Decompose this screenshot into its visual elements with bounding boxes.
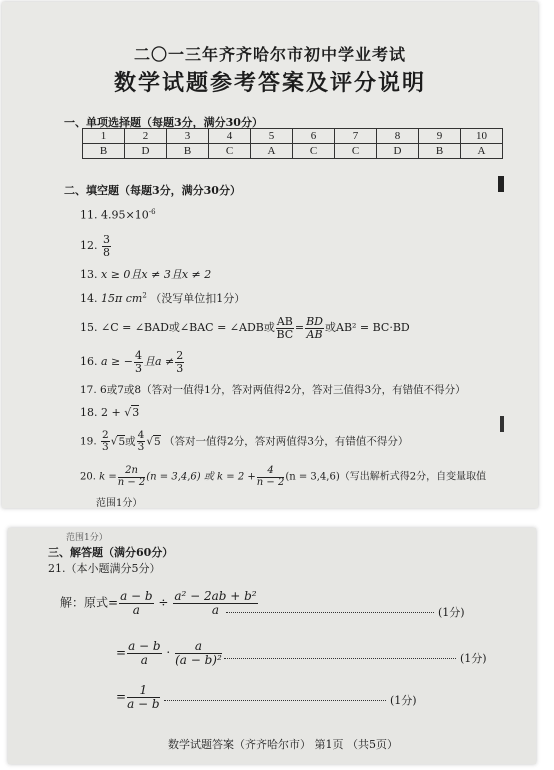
question-number-cell: 1 xyxy=(83,129,125,144)
question-number-cell: 5 xyxy=(251,129,293,144)
question-number-cell: 4 xyxy=(209,129,251,144)
leader-dots-1 xyxy=(226,612,434,613)
q14-answer: 14. 15π $cm^2$ （没写单位扣1分） xyxy=(80,291,246,305)
score-1: (1分) xyxy=(438,606,465,619)
answer-sheet-page-1 xyxy=(2,2,538,508)
q20-continuation: 范围1分） xyxy=(96,498,143,509)
question-number-cell: 2 xyxy=(125,129,167,144)
ink-mark-2 xyxy=(500,416,504,432)
answer-cell: D xyxy=(377,144,419,159)
solution-line-2: = $\frac{a - b}{a}$ · $\frac{a}{\text{(a − b)²}}$ xyxy=(116,639,222,667)
q11-answer: 11. $4.95\times 10^{-6}$ xyxy=(80,208,156,222)
q15-answer: 15. ∠C = ∠BAD或∠BAC = ∠ADB或 $\frac{AB}{BC}$ = $\frac{BD}{AB}$ 或AB² = BC·BD xyxy=(80,315,410,341)
q12-fraction: $\frac{3}{8}$ xyxy=(103,233,110,259)
score-2: (1分) xyxy=(460,652,487,665)
question-number-cell: 8 xyxy=(377,129,419,144)
choice-answer-table xyxy=(82,128,503,159)
page-footer: 数学试题答案（齐齐哈尔市） 第1页 （共5页） xyxy=(168,738,398,751)
cut-text: 范围1分） xyxy=(66,533,108,543)
q18-answer: 18. 2 + √3 xyxy=(80,406,140,419)
solution-line-3: = $\frac{1}{a - b}$ xyxy=(116,683,160,711)
score-3: (1分) xyxy=(390,694,417,707)
section-3-heading: 三、解答题（满分60分） xyxy=(48,546,174,559)
table-answer-row xyxy=(83,144,503,159)
answer-cell: C xyxy=(209,144,251,159)
answer-cell: B xyxy=(419,144,461,159)
question-number-cell: 9 xyxy=(419,129,461,144)
answer-cell: A xyxy=(461,144,503,159)
document-title: 数学试题参考答案及评分说明 xyxy=(113,70,426,96)
section-2-heading: 二、填空题（每题3分，满分30分） xyxy=(64,184,241,197)
answer-cell: A xyxy=(251,144,293,159)
question-number-cell: 10 xyxy=(461,129,503,144)
q13-answer: 13. x ≥ 0且x ≠ 3且x ≠ 2 xyxy=(80,268,212,281)
answer-cell: B xyxy=(83,144,125,159)
question-number-cell: 3 xyxy=(167,129,209,144)
leader-dots-2 xyxy=(224,658,456,659)
leader-dots-3 xyxy=(164,700,386,701)
answer-cell: D xyxy=(125,144,167,159)
q20-answer: 20. k = $\frac{2n}{n - 2}$ (n = 3,4,6) 或 k = 2 + $\frac{4}{n - 2}$ (n = 3,4,6)（写出解析式得2分，自变量取值 xyxy=(80,465,487,488)
ink-mark xyxy=(498,176,504,192)
q21-title: 21.（本小题满分5分） xyxy=(48,562,161,575)
answer-cell: C xyxy=(293,144,335,159)
q11-value: 4.95×10 xyxy=(101,208,149,222)
answer-sheet-page-1-lower xyxy=(8,528,536,764)
answer-cell: C xyxy=(335,144,377,159)
section-1-heading: 一、单项选择题（每题3分，满分30分） xyxy=(64,116,263,129)
answer-cell: B xyxy=(167,144,209,159)
q19-answer: 19. $\frac{2}{3}$ √5或 $\frac{4}{3}$ √5 （答对一值得2分，答对两值得3分，有错值不得分） xyxy=(80,429,409,454)
question-number-cell: 6 xyxy=(293,129,335,144)
table-header-row xyxy=(83,129,503,144)
question-number-cell: 7 xyxy=(335,129,377,144)
q16-answer: 16. a ≥ − $\frac{4}{3}$ 且a ≠ $\frac{2}{3}$ xyxy=(80,349,184,375)
q12-answer: 12. $\frac{3}{8}$ xyxy=(80,233,110,259)
exam-title: 二〇一三年齐齐哈尔市初中学业考试 xyxy=(133,45,406,64)
q17-answer: 17. 6或7或8（答对一值得1分，答对两值得2分，答对三值得3分，有错值不得分） xyxy=(80,384,466,396)
solution-line-1: 解：原式= $\frac{a - b}{a}$ ÷ $\frac{\text{a² − 2ab + b²}}{a}$ xyxy=(60,589,257,617)
